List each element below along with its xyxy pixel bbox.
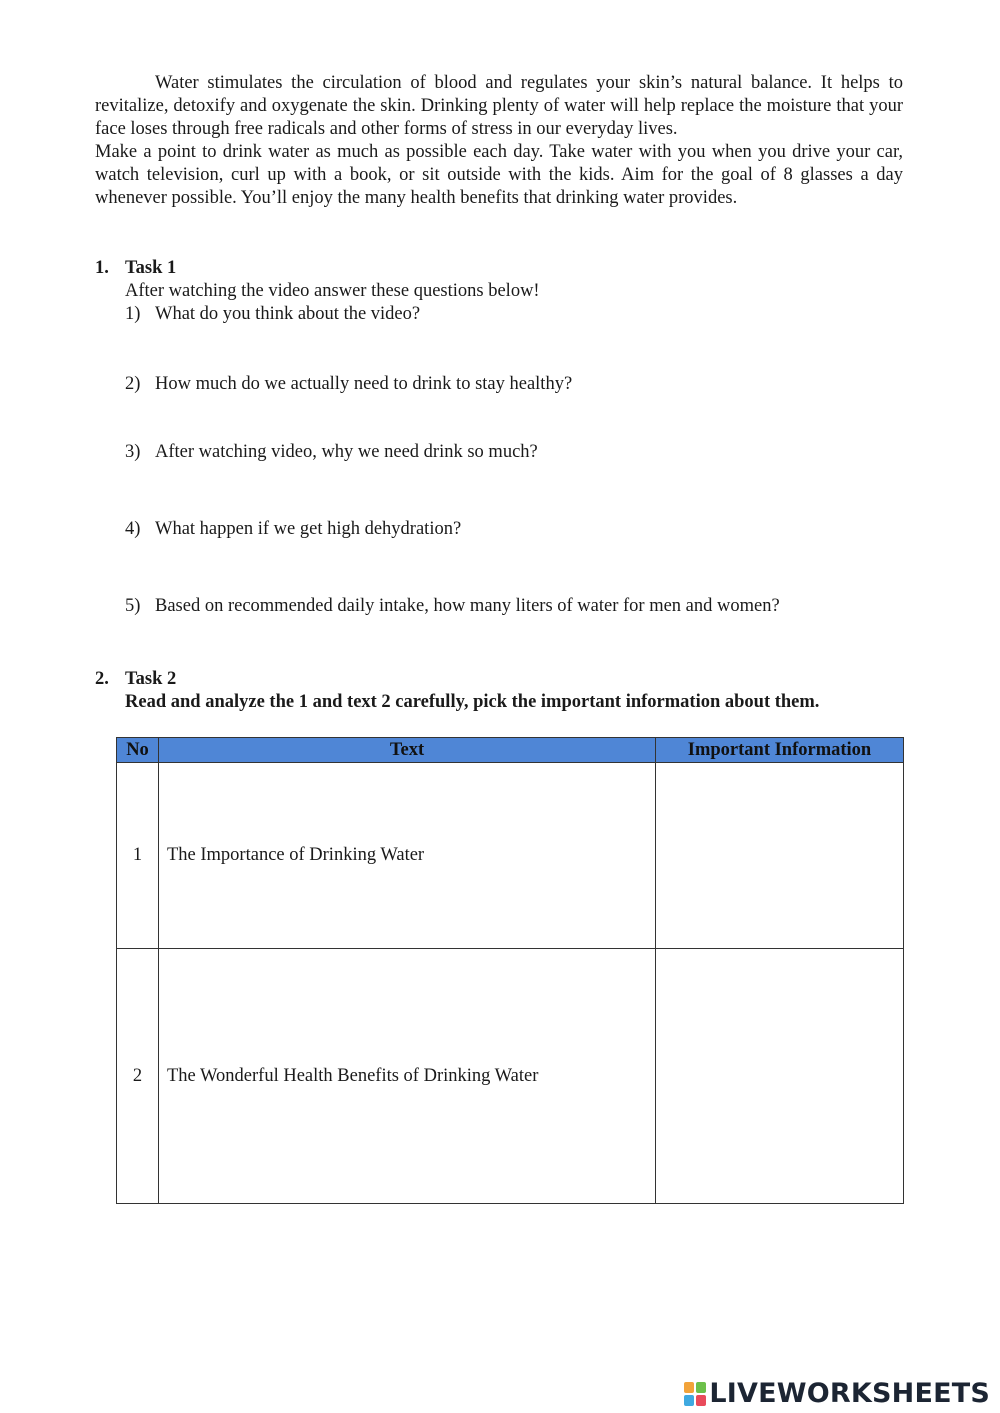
row-text: The Importance of Drinking Water [159,763,656,949]
task-2-instruction: Read and analyze the 1 and text 2 carefully, pick the important information about them. [125,692,820,712]
row-number: 2 [117,949,159,1204]
question-1 [125,303,420,326]
logo-block [684,1395,694,1406]
intro-paragraph-1: Water stimulates the circulation of blood and regulates your skin’s natural balance. It helps to revitalize, detoxify and oxygenate the skin. Drinking plenty of water will help replace the moisture that your face loses through free radicals and other forms of stress in our everyday lives. [95,73,903,139]
question-number: 1) [125,304,141,324]
question-number: 2) [125,374,141,394]
row-text: The Wonderful Health Benefits of Drinking Water [159,949,656,1204]
task-1-heading [95,257,176,280]
task-1-number: 1. [95,258,109,278]
task-2-number: 2. [95,669,109,689]
question-text: After watching video, why we need drink so much? [155,442,538,462]
question-text: What happen if we get high dehydration? [155,519,462,539]
question-number: 5) [125,596,141,616]
liveworksheets-logo-icon [684,1382,706,1406]
table-row [117,763,904,949]
task-1-instruction: After watching the video answer these questions below! [125,281,540,301]
header-text: Text [159,738,656,763]
question-text: Based on recommended daily intake, how many liters of water for men and women? [155,596,780,616]
question-number: 4) [125,519,141,539]
question-4 [125,518,461,541]
header-important-information: Important Information [656,738,904,763]
logo-block [696,1395,706,1406]
row-number: 1 [117,763,159,949]
question-number: 3) [125,442,141,462]
task-1-title: Task 1 [125,258,177,278]
logo-block [696,1382,706,1393]
liveworksheets-logo [684,1378,990,1409]
logo-block [684,1382,694,1393]
question-text: What do you think about the video? [155,304,421,324]
important-info-answer-cell[interactable] [656,763,904,949]
question-2 [125,373,572,396]
intro-paragraph-2: Make a point to drink water as much as possible each day. Take water with you when you drive your car, watch television, curl up with a book, or sit outside with the kids. Aim for the goal of 8 glasses a day whenever possible. You’ll enjoy the many health benefits that drinking water provides. [95,142,903,208]
task-2-title: Task 2 [125,669,177,689]
analysis-table [116,737,904,1204]
task-2-heading [95,668,176,691]
question-3 [125,441,538,464]
question-text: How much do we actually need to drink to stay healthy? [155,374,573,394]
important-info-answer-cell[interactable] [656,949,904,1204]
liveworksheets-logo-text: LIVEWORKSHEETS [709,1378,990,1409]
table-header-row [117,738,904,763]
question-5 [125,595,780,618]
table-row [117,949,904,1204]
header-no: No [117,738,159,763]
